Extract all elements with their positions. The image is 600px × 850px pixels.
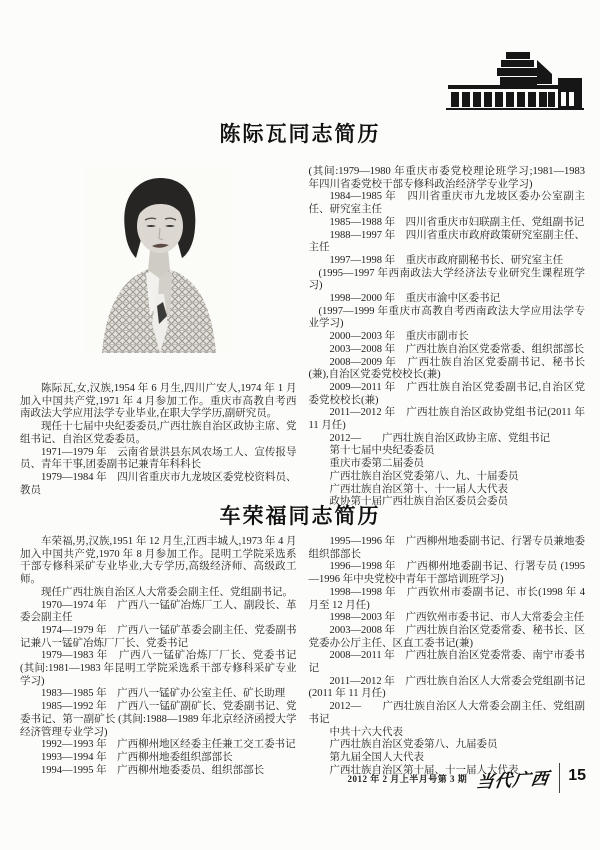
resume-line: 重庆市委第二届委员: [329, 458, 424, 470]
resume-line: 2003—2008 年 广西壮族自治区党委常委、秘书长、区党委办公厅主任、区直工委书记(兼): [308, 624, 585, 649]
resume-line: 1984—1985 年 四川省重庆市九龙坡区委办公室副主任、研究室主任: [308, 191, 585, 216]
resume-line: 第九届全国人大代表: [329, 751, 424, 763]
resume-line: 现任广西壮族自治区人大常委会副主任、党组副书记。: [41, 586, 293, 598]
section-2-title: 车荣福同志简历: [219, 505, 381, 528]
page-footer: [347, 763, 586, 793]
resume-line: 1985—1988 年 四川省重庆市妇联副主任、党组副书记: [329, 216, 585, 228]
resume-line: 1983—1985 年 广西八一锰矿办公室主任、矿长助理: [41, 688, 286, 700]
building-sketch-icon: [440, 50, 590, 114]
resume-line: 1993—1994 年 广西柳州地委组织部部长: [41, 751, 233, 763]
resume-line: 1996—1998 年 广西柳州地委副书记、行署专员 (1995—1996 年中央党校中青年干部培训班学习): [308, 561, 585, 586]
resume-line: 1985—1992 年 广西八一锰矿副矿长、党委副书记、党委书记、第一副矿长 (其间:1988—1989 年北京经济函授大学经济管理专业学习): [20, 701, 297, 738]
page-number: 15: [559, 763, 586, 793]
resume-line: 2012— 广西壮族自治区人大常委会副主任、党组副书记: [308, 701, 585, 725]
resume-line: 1998—2000 年 重庆市渝中区委书记: [329, 293, 501, 305]
resume-line: 1979—1983 年 广西八一锰矿冶炼厂厂长、党委书记 (其间:1981—1983 年昆明工学院采选系干部专修科采矿专业学习): [20, 650, 297, 687]
resume-line: 2008—2011 年 广西壮族自治区党委常委、南宁市委书记: [308, 650, 585, 675]
section-1-columns: [20, 166, 585, 509]
resume-line: 广西壮族自治区党委第八、九、十届委员: [329, 470, 519, 482]
resume-line: 陈际瓦,女,汉族,1954 年 6 月生,四川广安人,1974 年 1 月加入中国共产党,1971 年 4 月参加工作。重庆市高教自考西南政法大学应用法学专业毕业,在职大学学历,副研究员。: [20, 383, 297, 420]
resume-line: 2011—2012 年 广西壮族自治区人大常委会党组副书记(2011 年 11 月任): [308, 675, 585, 700]
section-1-left-column: [20, 166, 297, 509]
resume-line: 1994—1995 年 广西柳州地委委员、组织部部长: [41, 764, 265, 776]
resume-line: (其间:1979—1980 年重庆市委党校理论班学习;1981—1983 年四川省委党校干部专修科政治经济学专业学习): [308, 166, 585, 190]
resume-line: 2012— 广西壮族自治区政协主席、党组书记: [329, 432, 550, 444]
magazine-logo: 当代广西: [475, 768, 551, 793]
resume-line: 中共十六大代表: [329, 726, 403, 738]
resume-line: 1995—1996 年 广西柳州地委副书记、行署专员兼地委组织部部长: [308, 536, 585, 560]
bio-paragraphs: [20, 383, 297, 497]
resume-line: 1992—1993 年 广西柳州地区经委主任兼工交工委书记: [41, 739, 296, 751]
resume-line: 现任十七届中央纪委委员,广西壮族自治区政协主席、党组书记、自治区党委委员。: [20, 421, 297, 445]
resume-line: 1988—1997 年 四川省重庆市政府政策研究室副主任、主任: [308, 229, 585, 254]
resume-line: 第十七届中央纪委委员: [329, 445, 435, 457]
resume-line: (1995—1997 年西南政法大学经济法专业研究生课程班学习): [308, 267, 585, 292]
resume-line: 2009—2011 年 广西壮族自治区党委副书记,自治区党委党校校长(兼): [308, 381, 585, 406]
issue-line: 2012 年 2 月上半月号第 3 期: [347, 773, 468, 784]
resume-line: 车荣福,男,汉族,1951 年 12 月生,江西丰城人,1973 年 4 月加入中国共产党,1970 年 8 月参加工作。昆明工学院采选系干部专修科采矿专业毕业,大专学历,高级经济师、高级政工师。: [20, 536, 297, 586]
resume-line: 1970—1974 年 广西八一锰矿冶炼厂工人、副段长、革委会副主任: [20, 599, 297, 624]
resume-line: 1998—2003 年 广西钦州市委书记、市人大常委会主任: [329, 612, 585, 624]
resume-line: 2000—2003 年 重庆市副市长: [329, 331, 469, 343]
resume-line: 1997—1998 年 重庆市政府副秘书长、研究室主任: [329, 254, 564, 266]
resume-line: 政协第十届广西壮族自治区委员会委员: [329, 496, 508, 508]
resume-line: 1974—1979 年 广西八一锰矿革委会副主任、党委副书记兼八一锰矿冶炼厂厂长、党委书记: [20, 624, 297, 649]
resume-line: (1997—1999 年重庆市高教自考西南政法大学应用法学专业学习): [308, 305, 585, 330]
resume-line: 广西壮族自治区第十、十一届人大代表: [329, 483, 508, 495]
resume-line: 广西壮族自治区党委第八、九届委员: [329, 739, 498, 751]
section-2-columns: [20, 536, 585, 777]
resume-line: 1971—1979 年 云南省景洪县东风农场工人、宣传报导员、青年干事,团委副书记兼青年科科长: [20, 446, 297, 471]
resume-line: 2011—2012 年 广西壮族自治区政协党组书记(2011 年 11 月任): [308, 407, 585, 432]
section-2-left-column: [20, 536, 297, 777]
resume-line: 1979—1984 年 四川省重庆市九龙坡区委党校资料员、教员: [20, 471, 297, 496]
resume-line: 2003—2008 年 广西壮族自治区党委常委、组织部部长: [329, 343, 585, 355]
resume-line: 1998—1998 年 广西钦州市委副书记、市长(1998 年 4 月至 12 月任): [308, 586, 585, 611]
resume-line: 广西壮族自治区第十届、十一届人大代表: [329, 764, 519, 776]
section-1-title: 陈际瓦同志简历: [219, 123, 381, 146]
section-2-right-column: [309, 536, 586, 777]
section-1-right-column: [309, 166, 586, 509]
resume-line: 2008—2009 年 广西壮族自治区党委副书记、秘书长(兼),自治区党委党校校长(兼): [308, 356, 585, 381]
portrait-photo: [84, 166, 233, 353]
